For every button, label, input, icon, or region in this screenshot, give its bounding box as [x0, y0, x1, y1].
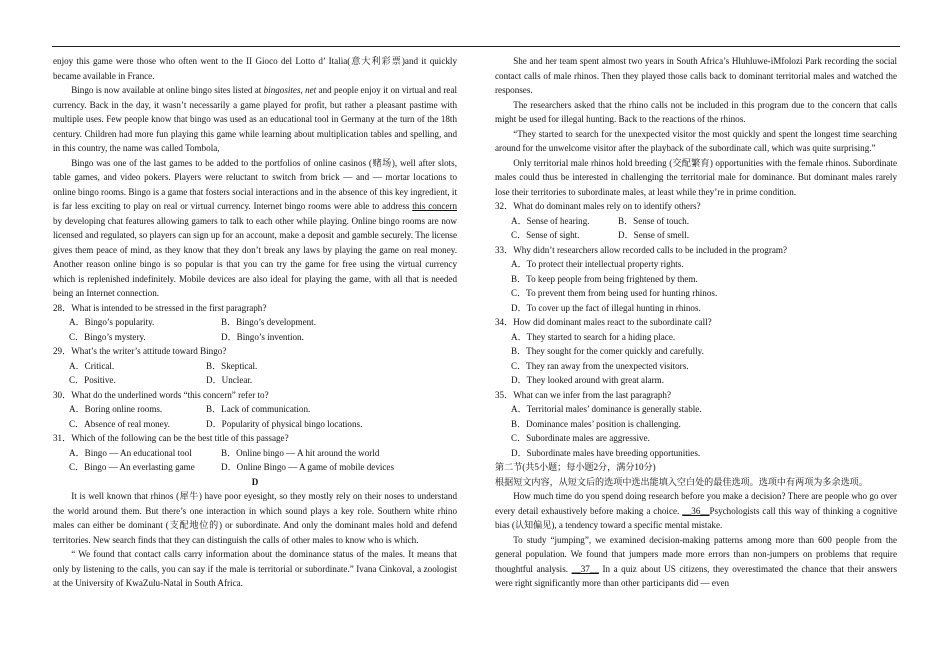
option-b: B．To keep people from being frightened by them.: [511, 273, 698, 284]
question-32: 32．What do dominant males rely on to identify others?: [495, 201, 701, 211]
question-33: 33．Why didn’t researchers allow recorded calls to be included in the program?: [495, 244, 787, 255]
italic-site-name: bingosites, net: [263, 85, 317, 95]
text: Bingo is now available at online bingo sites listed at: [71, 85, 264, 95]
paragraph: Only territorial male rhinos hold breeding (交配繁育) opportunities with the female rhinos. Subordinate males could thus be interested in challenging the territorial male for dominance. But dominant males rarely lose their territories to subordinate males, at least while they’re in prime condition.: [495, 157, 897, 197]
option-d: D．Unclear.: [206, 375, 253, 385]
text: Psychologists call this way of thinking a cognitive bias (认知偏见), a tendency toward a specific mental mistake.: [495, 505, 897, 530]
question-30: 30．What do the underlined words “this concern” refer to?: [53, 389, 269, 400]
options-row: [53, 446, 457, 461]
options-row: [53, 417, 457, 432]
option-d: D．Online Bingo — A game of mobile devices: [221, 462, 395, 472]
option-d: D．To cover up the fact of illegal hunting in rhinos.: [511, 302, 701, 313]
blank-36: __36__: [682, 505, 710, 516]
option-d: D．Sense of smell.: [618, 230, 689, 240]
paragraph: [495, 533, 897, 591]
section-2-instructions: 根据短文内容，从短文后的选项中选出能填入空白处的最佳选项。选项中有两项为多余选项。: [495, 476, 868, 487]
option-b: B．Sense of touch.: [618, 215, 689, 226]
options-row: [53, 402, 457, 417]
question-31: 31．Which of the following can be the best title of this passage?: [53, 433, 289, 443]
paragraph: The researchers asked that the rhino calls not be included in this program due to the concern that calls might be used for illegal hunting. Back to the reactions of the rhinos.: [495, 99, 897, 124]
options-row: [495, 228, 897, 243]
text: by developing chat features allowing gamers to talk to each other while playing. Online bingo rooms are now licensed and regulated, so players can sign up for an account, make a deposit and gamble securely. The license gives them peace of mind, as they know that they don’t break any laws by playing the game on real money. Another reason online bingo is so popular is that you can try the game for free using the virtual currency which is replenished indefinitely. Mobile devices are also ideal for playing the game, with all that is needed being an Internet connection.: [53, 215, 457, 298]
text: To study “jumping”, we examined decision-making patterns among more than 600 people from the general population. We found that jumpers made more errors than non-jumpers on problems that require thoughtful analysis.: [495, 534, 897, 574]
question-35: 35．What can we infer from the last paragraph?: [495, 389, 671, 400]
paragraph: [495, 489, 897, 533]
paragraph: enjoy this game were those who often went to the II Gioco del Lotto d’ Italia(意大利彩票)and it quickly became available in France.: [53, 56, 457, 81]
question-28: 28．What is intended to be stressed in the first paragraph?: [53, 302, 267, 313]
paragraph: [53, 156, 457, 301]
option-d: D．They looked around with great alarm.: [511, 375, 665, 385]
option-a: A．Bingo’s popularity.: [69, 317, 155, 327]
option-a: A．Critical.: [69, 360, 115, 371]
option-c: C．They ran away from the unexpected visitors.: [511, 360, 689, 371]
question-29: 29．What’s the writer’s attitude toward Bingo?: [53, 346, 227, 356]
option-c: C．Sense of sight.: [511, 230, 580, 240]
option-b: B．Bingo’s development.: [221, 317, 316, 327]
option-a: A．Boring online rooms.: [69, 404, 163, 414]
options-row: [53, 460, 457, 475]
header-rule: [52, 46, 900, 47]
left-column: [53, 54, 457, 591]
option-d: D．Subordinate males have breeding opportunities.: [511, 447, 701, 458]
paragraph: “ We found that contact calls carry information about the dominance status of the males. It means that only by listening to the calls, you can say if the male is territorial or subordinate.” Ivana Cinkoval, a zoologist at the University of KwaZulu-Natal in South Africa.: [53, 549, 457, 588]
options-row: [495, 214, 897, 229]
option-a: A．Sense of hearing.: [511, 215, 590, 226]
text: and people enjoy it on virtual and real currency. Back in the day, it wasn’t necessarily a game played for profit, but rather a pleasant pastime with multiple uses. Few people know that bingo was used as an educational tool in Germany at the turn of the 18th century. Children had more fun playing this game while learning about multiplication tables and spelling, and in this country, the name was called Tombola,: [53, 85, 458, 153]
option-c: C．To prevent them from being used for hunting rhinos.: [511, 288, 718, 298]
paragraph: “They started to search for the unexpected visitor the most quickly and spent the longest time searching around for the unwelcome visitor after the playback of the subordinate call, which was quite surprising.”: [495, 128, 897, 153]
section-2-title: 第二节(共5小题；每小题2分，满分10分): [495, 462, 656, 472]
paragraph: She and her team spent almost two years in South Africa’s Hluhluwe-iMfolozi Park recording the social contact calls of male rhinos. Then they played those calls back to dominant territorial males and watched the responses.: [495, 56, 897, 95]
option-c: C．Bingo’s mystery.: [69, 331, 146, 342]
option-b: B．Online bingo — A hit around the world: [221, 447, 380, 458]
options-row: [53, 330, 457, 345]
option-b: B．They sought for the comer quickly and carefully.: [511, 346, 704, 356]
option-a: A．They started to search for a hiding place.: [511, 331, 676, 342]
option-c: C．Positive.: [69, 375, 116, 385]
question-34: 34．How did dominant males react to the subordinate call?: [495, 317, 712, 327]
option-c: C．Absence of real money.: [69, 418, 170, 429]
option-c: C．Bingo — An everlasting game: [69, 462, 195, 472]
option-d: D．Bingo’s invention.: [221, 331, 304, 342]
option-d: D．Popularity of physical bingo locations.: [206, 418, 363, 429]
text: In a quiz about US citizens, they overestimated the chance that their answers were right significantly more than other participants did — even: [495, 563, 897, 588]
option-a: A．Territorial males’ dominance is generally stable.: [511, 404, 702, 414]
options-row: [53, 359, 457, 374]
section-heading-d: D: [251, 476, 259, 487]
text: Bingo was one of the last games to be added to the portfolios of online casinos (赌场), well after slots, table games, and video pokers. Players were reluctant to switch from brick — and — mortar locations to online bingo rooms. Bingo is a game that fosters social interactions and in the absence of this key ingredient, it is far less exciting to play on real or virtual currency. Internet bingo rooms were able to address: [53, 157, 457, 211]
paragraph: [53, 83, 457, 156]
option-b: B．Dominance males’ position is challenging.: [511, 418, 681, 429]
text: How much time do you spend doing research before you make a decision? There are people who go over every detail exhaustively before making a choice.: [495, 491, 897, 516]
paragraph: It is well known that rhinos (犀牛) have poor eyesight, so they mostly rely on their noses to understand the world around them. But there’s one interaction in which sound plays a key role. Southern white rhino males can either be dominant (支配地位的) or subordinate. And only the dominant males hold and defend territories. New search finds that they can distinguish the calls of other males to know who is which.: [53, 491, 457, 545]
option-a: A．To protect their intellectual property rights.: [511, 259, 684, 269]
option-c: C．Subordinate males are aggressive.: [511, 433, 650, 443]
options-row: [53, 315, 457, 330]
options-row: [53, 373, 457, 388]
option-b: B．Skeptical.: [206, 360, 258, 371]
right-column: [495, 54, 897, 591]
underlined-phrase: this concern: [412, 201, 457, 211]
option-a: A．Bingo — An educational tool: [69, 447, 192, 458]
option-b: B．Lack of communication.: [206, 404, 311, 414]
blank-37: __37__: [571, 563, 599, 574]
